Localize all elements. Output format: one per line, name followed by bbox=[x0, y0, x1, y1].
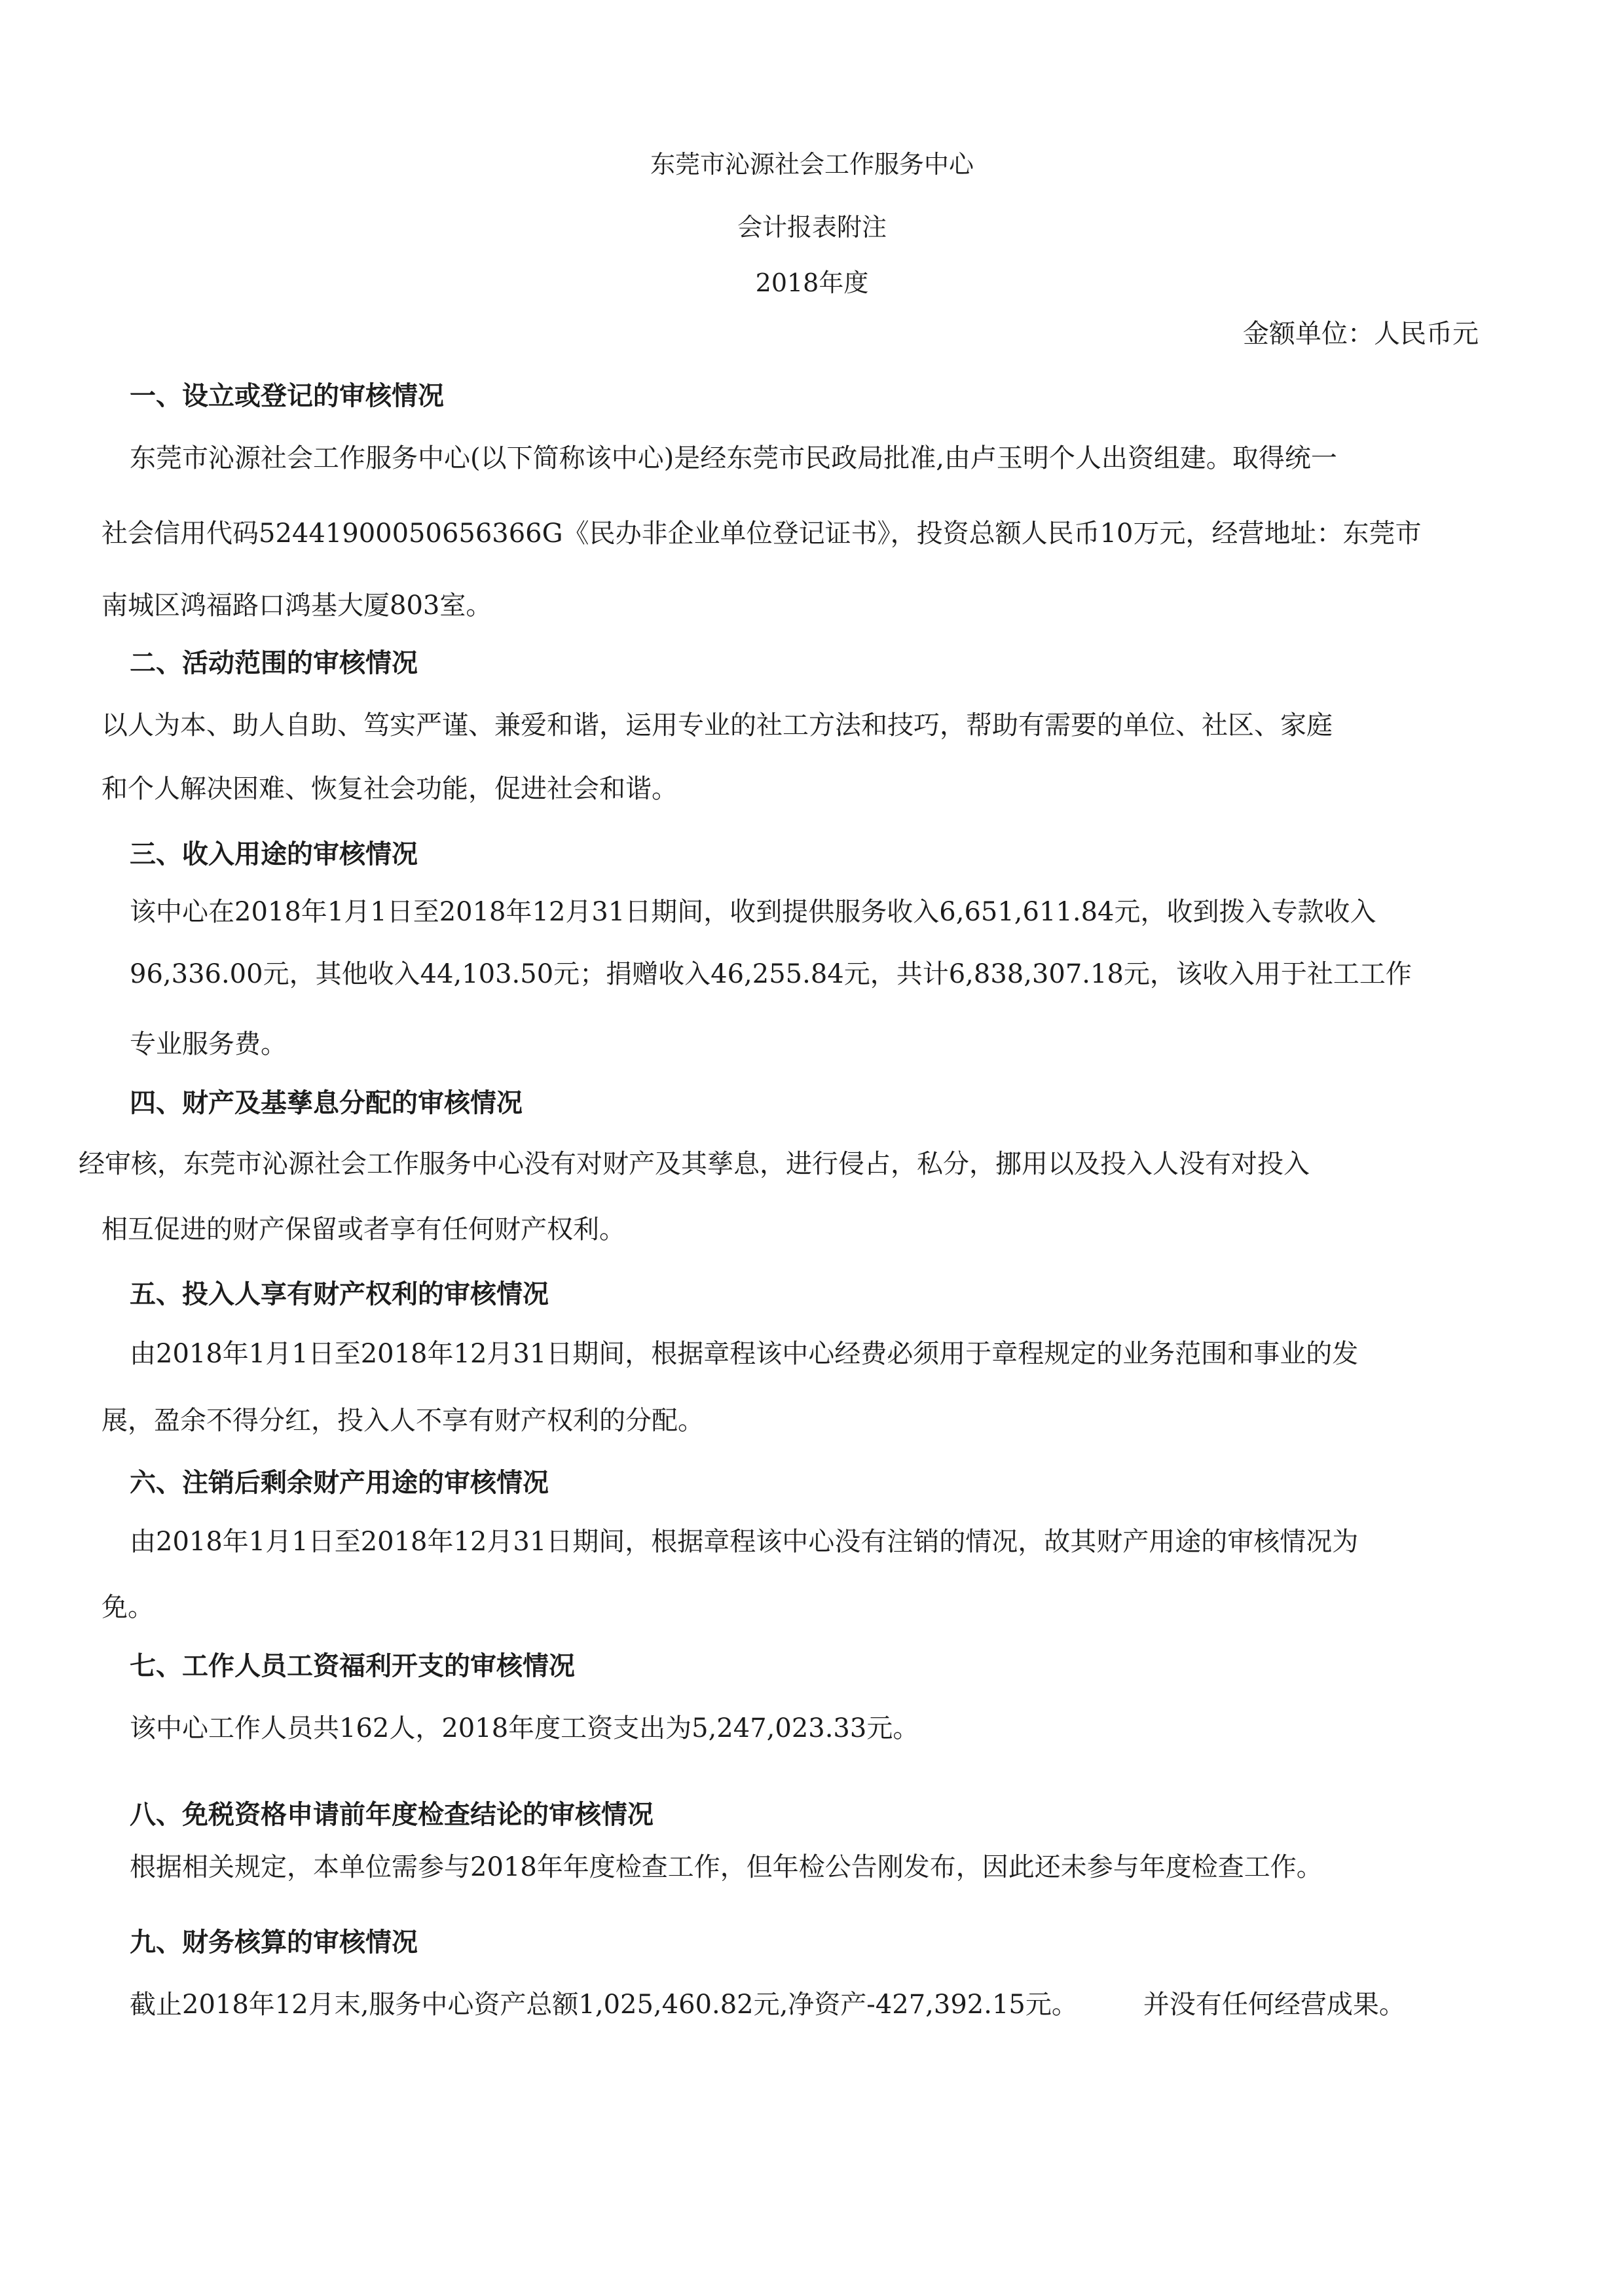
section-4-line-2: 相互促进的财产保留或者享有任何财产权利。 bbox=[101, 1214, 625, 1245]
section-9-heading: 九、财务核算的审核情况 bbox=[130, 1927, 418, 1958]
section-2-heading: 二、活动范围的审核情况 bbox=[130, 647, 418, 678]
section-2-line-1: 以人为本、助人自助、笃实严谨、兼爱和谐，运用专业的社工方法和技巧，帮助有需要的单位、社区、家庭 bbox=[101, 710, 1333, 740]
section-1-line-1: 东莞市沁源社会工作服务中心(以下简称该中心)是经东莞市民政局批准,由卢玉明个人出资组建。取得统一 bbox=[130, 443, 1337, 473]
section-5-heading: 五、投入人享有财产权利的审核情况 bbox=[130, 1279, 549, 1309]
organization-name: 东莞市沁源社会工作服务中心 bbox=[650, 150, 974, 179]
document-title: 会计报表附注 bbox=[737, 213, 887, 242]
section-7-line-1: 该中心工作人员共162人，2018年度工资支出为5,247,023.33元。 bbox=[130, 1713, 919, 1743]
section-6-heading: 六、注销后剩余财产用途的审核情况 bbox=[130, 1467, 549, 1498]
section-4-line-1: 经审核，东莞市沁源社会工作服务中心没有对财产及其孳息，进行侵占，私分，挪用以及投入人没有对投入 bbox=[79, 1149, 1310, 1179]
section-5-line-2: 展，盈余不得分红，投入人不享有财产权利的分配。 bbox=[101, 1406, 704, 1436]
section-2-line-2: 和个人解决困难、恢复社会功能，促进社会和谐。 bbox=[101, 774, 678, 804]
section-5-line-1: 由2018年1月1日至2018年12月31日期间，根据章程该中心经费必须用于章程规定的业务范围和事业的发 bbox=[130, 1339, 1359, 1369]
section-1-heading: 一、设立或登记的审核情况 bbox=[130, 380, 444, 411]
section-7-heading: 七、工作人员工资福利开支的审核情况 bbox=[130, 1650, 575, 1681]
section-6-line-2: 免。 bbox=[101, 1592, 154, 1622]
section-1-line-3: 南城区鸿福路口鸿基大厦803室。 bbox=[101, 591, 492, 621]
section-3-line-2: 96,336.00元，其他收入44,103.50元；捐赠收入46,255.84元，共计6,838,307.18元，该收入用于社工工作 bbox=[130, 959, 1412, 989]
section-9-line-1 bbox=[130, 1992, 1405, 2018]
section-9-line-1-result: 并没有任何经营成果。 bbox=[1143, 1990, 1405, 2020]
section-8-heading: 八、免税资格申请前年度检查结论的审核情况 bbox=[130, 1799, 654, 1830]
section-1-line-2: 社会信用代码52441900050656366G《民办非企业单位登记证书》，投资总额人民币10万元，经营地址：东莞市 bbox=[101, 519, 1422, 549]
report-year: 2018年度 bbox=[755, 268, 869, 297]
section-3-line-3: 专业服务费。 bbox=[130, 1029, 287, 1059]
section-8-line-1: 根据相关规定，本单位需参与2018年年度检查工作，但年检公告刚发布，因此还未参与年度检查工作。 bbox=[130, 1852, 1323, 1882]
section-3-heading: 三、收入用途的审核情况 bbox=[130, 839, 418, 869]
section-3-line-1: 该中心在2018年1月1日至2018年12月31日期间，收到提供服务收入6,651,611.84元，收到拨入专款收入 bbox=[130, 897, 1376, 927]
section-4-heading: 四、财产及基孳息分配的审核情况 bbox=[130, 1087, 523, 1118]
section-9-line-1-figures: 截止2018年12月末,服务中心资产总额1,025,460.82元,净资产-427,392.15元。 bbox=[130, 1990, 1078, 2020]
section-6-line-1: 由2018年1月1日至2018年12月31日期间，根据章程该中心没有注销的情况，故其财产用途的审核情况为 bbox=[130, 1527, 1359, 1557]
currency-unit: 金额单位：人民币元 bbox=[1243, 319, 1479, 349]
